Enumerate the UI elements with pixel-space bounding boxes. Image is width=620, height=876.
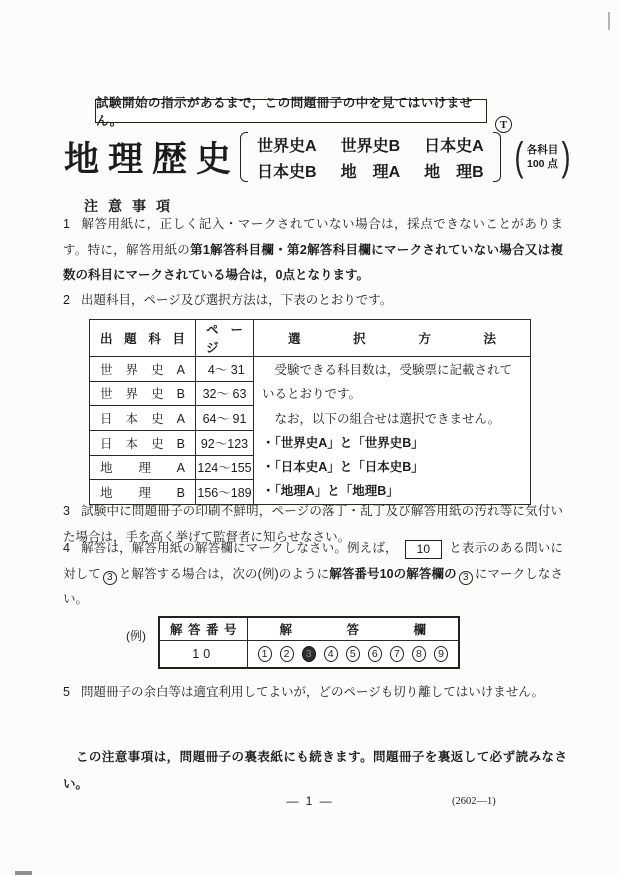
- example-header-answer: 解答欄: [247, 617, 459, 640]
- closing-note: この注意事項は，問題冊子の裏表紙にも続きます。問題冊子を裏返して必ず読みなさい。: [63, 750, 567, 791]
- subject-cell: 地理B: [90, 480, 196, 505]
- mark-bubble-4: 4: [324, 646, 338, 662]
- subject-table: [89, 319, 531, 505]
- example-answer-number: 10: [159, 640, 247, 668]
- header-selection: 選択方法: [254, 320, 531, 357]
- left-bracket: [240, 132, 248, 182]
- instruction-item-4: 4 解答は，解答用紙の解答欄にマークしなさい。例えば， 10 と表示のある問いに対して 3 と解答する場合は，次の(例)のように解答番号10の解答欄の 3 にマークしなさい。: [63, 541, 563, 606]
- pages-cell: 4～ 31: [196, 357, 254, 382]
- mark-bubble-5: 5: [346, 646, 360, 662]
- page-title: 地理歴史: [64, 140, 241, 179]
- selection-method-cell: 受験できる科目数は，受験票に記載されて いるとおりです。 なお，以下の組合せは選択できません。 ・「世界史A」と「世界史B」 ・「日本史A」と「日本史B」 ・「地理A」と「地理B」: [254, 357, 531, 505]
- pages-cell: 64～ 91: [196, 406, 254, 431]
- example-marks-cell: [247, 640, 459, 668]
- booklet-code: (2602—1): [452, 796, 496, 807]
- header-subject: 出題科目: [90, 320, 196, 357]
- mark-bubble-6: 6: [368, 646, 382, 662]
- mark-bubble-7: 7: [390, 646, 404, 662]
- pages-cell: 32～ 63: [196, 381, 254, 406]
- left-paren: (: [514, 133, 524, 179]
- mark-bubble-2: 2: [280, 646, 294, 662]
- example-label: (例): [126, 629, 146, 643]
- instruction-item-1: 1 解答用紙に，正しく記入・マークされていない場合は，採点できないことがあります。特に，解答用紙の第1解答科目欄・第2解答科目欄にマークされていない場合又は複数の科目にマークされている場合は，0点となります。: [63, 217, 563, 282]
- example-data-row: [159, 640, 459, 668]
- right-paren: ): [561, 133, 571, 179]
- pages-cell: 92～123: [196, 430, 254, 455]
- answer-number-box: 10: [405, 540, 442, 559]
- subject-cell: 世界史A: [90, 357, 196, 382]
- mark-bubble-9: 9: [434, 646, 448, 662]
- subject-cell: 世界史B: [90, 381, 196, 406]
- page-number: — 1 —: [286, 794, 334, 808]
- instruction-item-3: 3 試験中に問題冊子の印刷不鮮明，ページの落丁・乱丁及び解答用紙の汚れ等に気付いた場合は，手を高く挙げて監督者に知らせなさい。: [63, 504, 563, 544]
- item-number: 4: [63, 541, 70, 555]
- scan-edge-mark: [608, 12, 610, 30]
- scan-corner-mark: [15, 871, 32, 875]
- item-number: 5: [63, 685, 70, 699]
- example-header-number: 解答番号: [159, 617, 247, 640]
- example-answer-table: [158, 616, 460, 669]
- item-number: 3: [63, 504, 70, 518]
- pages-cell: 124～155: [196, 455, 254, 480]
- table-header-row: [90, 320, 531, 357]
- subject-cell: 日本史A: [90, 406, 196, 431]
- item-number: 2: [63, 293, 70, 307]
- circled-t-mark: T: [495, 116, 512, 133]
- pages-cell: 156～189: [196, 480, 254, 505]
- instruction-item-2: 2 出題科目，ページ及び選択方法は，下表のとおりです。: [63, 293, 393, 307]
- circled-digit-3: 3: [459, 571, 473, 585]
- mark-bubble-8: 8: [412, 646, 426, 662]
- subjects-line-2: 日本史B 地 理A 地 理B: [257, 163, 484, 181]
- item-number: 1: [63, 217, 70, 231]
- circled-digit-3: 3: [103, 571, 117, 585]
- subjects-line-1: 世界史A 世界史B 日本史A: [257, 137, 484, 155]
- example-header-row: [159, 617, 459, 640]
- right-bracket: [493, 132, 501, 182]
- subject-cell: 日本史B: [90, 430, 196, 455]
- mark-bubble-3-filled: 3: [302, 646, 316, 662]
- notice-text: 試験開始の指示があるまで，この問題冊子の中を見てはいけません。: [96, 96, 473, 128]
- exam-notice-box: [95, 96, 487, 128]
- section-heading: 注意事項: [84, 198, 180, 214]
- title-row: [64, 132, 572, 182]
- instruction-item-5: 5 問題冊子の余白等は適宜利用してよいが，どのページも切り離してはいけません。: [63, 685, 544, 699]
- subject-group: [240, 132, 501, 182]
- header-pages: ページ: [196, 320, 254, 357]
- table-row: [90, 357, 531, 382]
- score-note: ( 各科目 100 点 ): [514, 133, 571, 179]
- subject-cell: 地理A: [90, 455, 196, 480]
- mark-bubble-1: 1: [258, 646, 272, 662]
